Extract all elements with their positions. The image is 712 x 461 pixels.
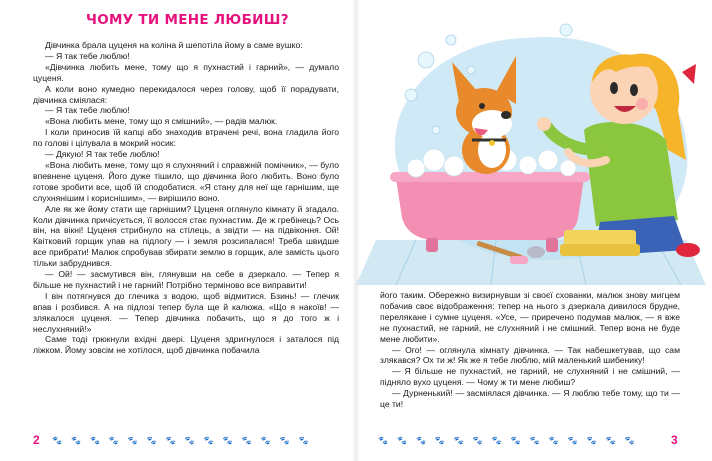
paw-print-icon: 🐾 — [548, 436, 559, 445]
paw-print-icon: 🐾 — [298, 436, 309, 445]
paragraph: — Дурненький! — засміялася дівчинка. — Я люблю тебе тому, що ти — це ти! — [380, 388, 680, 410]
paw-print-border-right — [378, 436, 663, 445]
paw-print-icon: 🐾 — [241, 436, 252, 445]
paragraph: його таким. Обережно визирнувши зі своєї схованки, малюк знову мигцем побачив своє відображення: тепер на нього з дзеркала дивилося брудне, перелякане і сумне цуценя. «Усе, — приречено подумав малюк, — я вже не пухнастий, не гарний, не слухняний і не смішний. Тепер вона не буде мене любити». — [380, 290, 680, 344]
paragraph: А коли воно кумедно перекидалося через голову, щоб її порадувати, дівчинка сміялася: — [33, 83, 339, 105]
paragraph: — Я так тебе люблю! — [45, 105, 130, 116]
paw-print-icon: 🐾 — [279, 436, 290, 445]
illustration-girl-bathing-puppy — [356, 0, 712, 285]
paw-print-icon: 🐾 — [586, 436, 597, 445]
paragraph: — Ого! — оглянула кімнату дівчинка. — Так набешкетував, що сам злякався? Ох ти ж! Як же я тебе люблю, мій маленький шибенику! — [380, 344, 680, 366]
paw-print-icon: 🐾 — [378, 436, 388, 445]
paragraph: — Я більше не пухнастий, не гарний, не слухняний і не смішний, — підняло вухо цуценя. — Чому ж ти мене любиш? — [380, 366, 680, 388]
paw-print-icon: 🐾 — [203, 436, 214, 445]
paw-print-icon: 🐾 — [222, 436, 233, 445]
paw-print-icon: 🐾 — [52, 436, 62, 445]
paragraph: — Я так тебе люблю! — [45, 50, 130, 61]
paw-print-icon: 🐾 — [605, 436, 616, 445]
paw-print-icon: 🐾 — [491, 436, 502, 445]
paragraph: — Дякую! Я так тебе люблю! — [45, 149, 160, 160]
paw-print-icon: 🐾 — [472, 436, 483, 445]
paw-print-icon: 🐾 — [89, 436, 100, 445]
paragraph: І коли приносив їй капці або знаходив втрачені речі, вона гладила його по голові і цілувала в мокрий носик: — [33, 127, 339, 149]
paw-print-icon: 🐾 — [146, 436, 157, 445]
paw-print-icon: 🐾 — [108, 436, 119, 445]
paw-print-icon: 🐾 — [434, 436, 445, 445]
paw-print-border-left — [52, 436, 340, 445]
paw-print-icon: 🐾 — [396, 436, 407, 445]
paw-print-icon: 🐾 — [260, 436, 271, 445]
paragraph: Дівчинка брала цуценя на коліна й шепотіла йому в саме вушко: — [45, 40, 303, 50]
page-number-right: 3 — [671, 433, 678, 447]
paw-print-icon: 🐾 — [70, 436, 81, 445]
right-page — [356, 0, 712, 461]
paw-print-icon: 🐾 — [415, 436, 426, 445]
paw-print-icon: 🐾 — [127, 436, 138, 445]
paragraph: — Ой! — засмутився він, глянувши на себе в дзеркало. — Тепер я більше не пухнастий і не гарний! Потрібно терміново все виправити! — [33, 269, 339, 290]
paragraph: «Вона любить мене, тому що я слухняний і справжній помічник», — було впевнене цуценя. Його дуже тішило, що дівчинка його любить. Воно було готове зробити все, щоб їй сподобатися. «Я стану для неї ще гарнішим, ще слухнянішим і кориснішим», — вирішило воно. — [33, 159, 339, 203]
paw-print-icon: 🐾 — [510, 436, 521, 445]
paw-print-icon: 🐾 — [184, 436, 195, 445]
page-title: ЧОМУ ТИ МЕНЕ ЛЮБИШ? — [86, 12, 289, 28]
paw-print-icon: 🐾 — [567, 436, 578, 445]
paragraph: Саме тоді грюкнули вхідні двері. Цуценя здригнулося і заталося під ліжком. Йому зовсім не хотілося, щоб дівчинка побачила — [33, 334, 339, 356]
page-number-left: 2 — [33, 433, 40, 447]
paw-print-icon: 🐾 — [453, 436, 464, 445]
paragraph: І він потягнувся до глечика з водою, щоб відмитися. Бзинь! — глечик впав і розбився. А на підлозі тепер була ще й калюжа. «Що я накоїв! — злякалося цуценя. — Тепер дівчинка побачить, що я до того ж і неслухняний!» — [33, 290, 339, 334]
story-text-left — [33, 40, 339, 356]
paragraph: Але як же йому стати ще гарнішим? Цуценя оглянуло кімнату й згадало. Коли дівчинка причісується, її волосся стає пухнастим. Де ж гребінець? Ось він, на вікні! Цуценя стрибнуло на стілець, а звідти — на підвіконня. Ой! Квітковий горщик упав на підлогу — і земля розсипалася! Треба швидше все прибрати! Малюк спробував збирати землю в горщик, але замість цього тільки забруднився. — [33, 203, 339, 269]
paw-print-icon: 🐾 — [165, 436, 176, 445]
paragraph: «Дівчинка любить мене, тому що я пухнастий і гарний», — думало цуценя. — [33, 61, 339, 83]
paragraph: «Вона любить мене, тому що я смішний», — радів малюк. — [45, 116, 278, 127]
story-text-right — [380, 290, 680, 410]
paw-print-icon: 🐾 — [529, 436, 540, 445]
paw-print-icon: 🐾 — [624, 436, 635, 445]
